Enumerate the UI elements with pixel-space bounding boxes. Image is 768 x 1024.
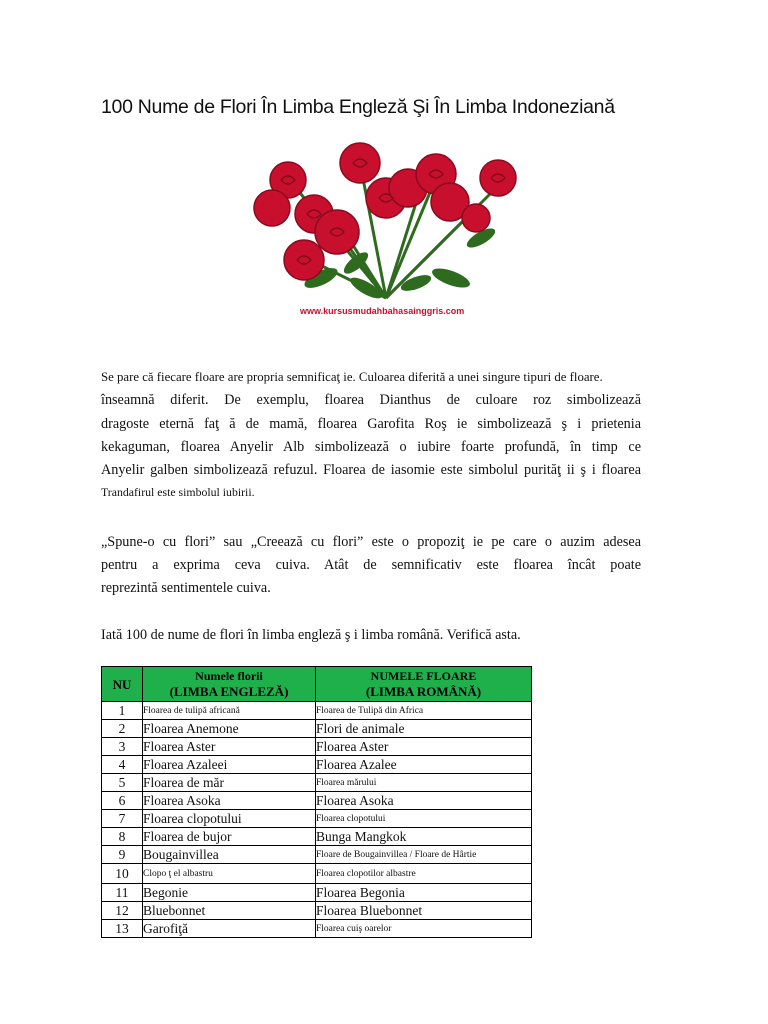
row-number: 13 [102, 920, 143, 938]
row-english-name: Floarea Anemone [143, 720, 316, 738]
row-english-name: Bluebonnet [143, 902, 316, 920]
row-number: 5 [102, 774, 143, 792]
table-row [102, 846, 532, 864]
row-romanian-name: Floarea clopotilor albastre [316, 864, 532, 884]
table-row [102, 774, 532, 792]
row-number: 2 [102, 720, 143, 738]
header-romanian-line-1: NUMELE FLOARE [370, 669, 477, 683]
row-number: 4 [102, 756, 143, 774]
table-row [102, 920, 532, 938]
row-number: 3 [102, 738, 143, 756]
table-row [102, 864, 532, 884]
table-row [102, 884, 532, 902]
paragraph-1-line-4: kekaguman, floarea Anyelir Alb simbolizează o iubire foarte profundă, în timp ce [101, 439, 641, 455]
row-english-name: Floarea de măr [143, 774, 316, 792]
paragraph-1-line-6: Trandafirul este simbolul iubirii. [101, 485, 255, 499]
row-number: 10 [102, 864, 143, 884]
page-title: 100 Nume de Flori În Limba Engleză Şi În Limba Indoneziană [101, 96, 615, 118]
row-number: 6 [102, 792, 143, 810]
row-romanian-name: Floarea Azalee [316, 756, 532, 774]
row-number: 1 [102, 702, 143, 720]
row-number: 7 [102, 810, 143, 828]
row-number: 12 [102, 902, 143, 920]
image-watermark: www.kursusmudahbahasainggris.com [300, 306, 465, 316]
row-english-name: Bougainvillea [143, 846, 316, 864]
table-row [102, 792, 532, 810]
row-romanian-name: Floarea Begonia [316, 884, 532, 902]
paragraph-1-line-3: dragoste eternă faţ ă de mamă, floarea Garofita Roş ie simbolizează ş i prietenia [101, 416, 641, 432]
row-romanian-name: Floarea Asoka [316, 792, 532, 810]
paragraph-1-line-5: Anyelir galben simbolizează refuzul. Floarea de iasomie este simbolul purităţ ii ş i floarea [101, 462, 641, 478]
table-row [102, 828, 532, 846]
table-row [102, 902, 532, 920]
header-english-line-1: Numele florii [195, 669, 263, 683]
row-english-name: Clopo ţ el albastru [143, 864, 316, 884]
row-english-name: Begonie [143, 884, 316, 902]
header-english [143, 667, 316, 702]
paragraph-2-line-1: „Spune-o cu flori” sau „Creează cu flori” este o propoziţ ie pe care o auzim adesea [101, 534, 641, 550]
red-roses-bouquet-icon [236, 128, 536, 336]
header-romanian-line-2: (LIMBA ROMÂNĂ) [365, 684, 482, 699]
paragraph-3: Iată 100 de nume de flori în limba engleză ş i limba română. Verifică asta. [101, 627, 521, 643]
row-romanian-name: Floarea de Tulipă din Africa [316, 702, 532, 720]
row-english-name: Garofiţă [143, 920, 316, 938]
row-romanian-name: Floarea clopotului [316, 810, 532, 828]
row-romanian-name: Floarea Bluebonnet [316, 902, 532, 920]
row-english-name: Floarea Asoka [143, 792, 316, 810]
flower-names-table [101, 666, 532, 938]
header-romanian [316, 667, 532, 702]
row-romanian-name: Flori de animale [316, 720, 532, 738]
paragraph-1-line-2: înseamnă diferit. De exemplu, floarea Dianthus de culoare roz simbolizează [101, 392, 641, 408]
row-number: 11 [102, 884, 143, 902]
row-english-name: Floarea Azaleei [143, 756, 316, 774]
row-romanian-name: Floarea Aster [316, 738, 532, 756]
row-romanian-name: Bunga Mangkok [316, 828, 532, 846]
row-romanian-name: Floarea mărului [316, 774, 532, 792]
paragraph-1-line-1: Se pare că fiecare floare are propria semnificaţ ie. Culoarea diferită a unei singure tipuri de floare. [101, 370, 603, 384]
row-romanian-name: Floarea cuiş oarelor [316, 920, 532, 938]
table-row [102, 738, 532, 756]
header-english-line-2: (LIMBA ENGLEZĂ) [169, 684, 289, 699]
table-row [102, 720, 532, 738]
paragraph-2-line-2: pentru a exprima ceva cuiva. Atât de semnificativ este floarea încât poate [101, 557, 641, 573]
table-header-row [102, 667, 532, 702]
row-english-name: Floarea Aster [143, 738, 316, 756]
row-number: 9 [102, 846, 143, 864]
table-row [102, 756, 532, 774]
row-english-name: Floarea clopotului [143, 810, 316, 828]
header-nu: NU [102, 667, 143, 702]
row-number: 8 [102, 828, 143, 846]
paragraph-2-line-3: reprezintă sentimentele cuiva. [101, 580, 271, 596]
row-english-name: Floarea de tulipă africană [143, 702, 316, 720]
table-row [102, 810, 532, 828]
roses-image [236, 128, 536, 336]
table-row [102, 702, 532, 720]
row-romanian-name: Floare de Bougainvillea / Floare de Hârtie [316, 846, 532, 864]
row-english-name: Floarea de bujor [143, 828, 316, 846]
